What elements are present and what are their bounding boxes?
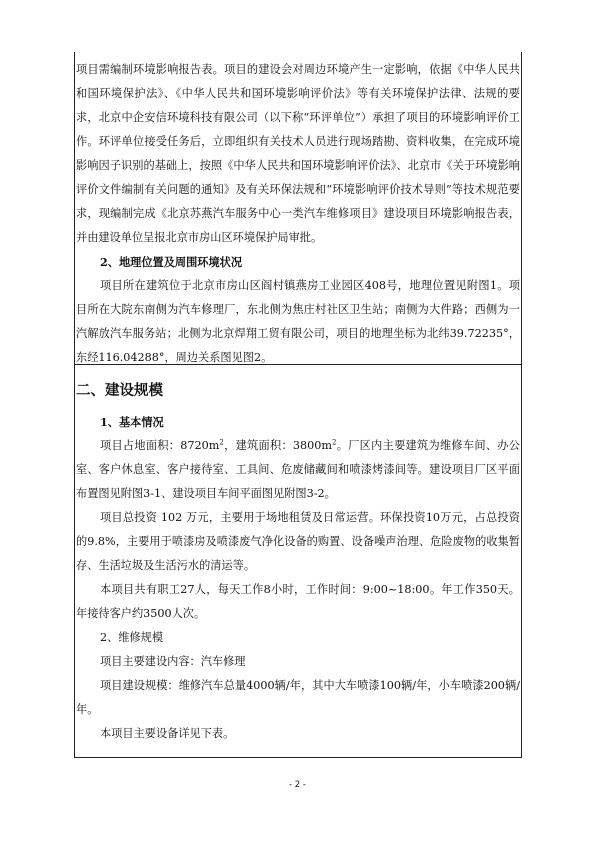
equipment-paragraph: 本项目主要设备详见下表。 — [100, 727, 235, 740]
area-prefix: 项目占地面积：8720m — [100, 439, 220, 452]
basic-heading: 1、基本情况 — [100, 415, 164, 429]
area-mid: ，建筑面积：3800m — [223, 439, 332, 452]
location-paragraph: 项目所在建筑位于北京市房山区阎村镇燕房工业园区408号，地理位置见附图1。项目所在大院东南侧为汽车修理厂，东北侧为焦庄村社区卫生站；南侧为大件路；西侧为一汽解放汽车服务站；北侧为北京焊翔工贸有限公司，项目的地理坐标为北纬39.72235°，东经116.04288°，周边关系图见图2。 — [76, 279, 520, 364]
section-title: 二、建设规模 — [76, 383, 163, 399]
investment-paragraph: 项目总投资 102 万元，主要用于场地租赁及日常运营。环保投资10万元，占总投资的9.8%，主要用于喷漆房及喷漆废气净化设备的购置、设备噪声治理、危险废物的收集暂存、生活垃圾及生活污水的清运等。 — [76, 511, 520, 572]
area-sup-1: 2 — [219, 438, 224, 447]
staff-paragraph: 本项目共有职工27人，每天工作8小时，工作时间：9:00~18:00。年工作350天。年接待客户约3500人次。 — [76, 583, 520, 620]
section-divider — [74, 364, 522, 365]
area-suffix: 。厂区内主要建筑为维修车间、办公室、客户休息室、客户接待室、工具间、危废储藏间和喷漆烤漆间等。建设项目厂区平面布置图见附图3-1、建设项目车间平面图见附图3-2。 — [76, 439, 520, 500]
document-body — [76, 58, 520, 746]
page-number: - 2 - — [289, 780, 306, 790]
location-heading: 2、地理位置及周围环境状况 — [100, 255, 243, 269]
intro-paragraph: 项目需编制环境影响报告表。项目的建设会对周边环境产生一定影响，依据《中华人民共和国环境保护法》、《中华人民共和国环境影响评价法》等有关环境保护法律、法规的要求，北京中企安信环境科技有限公司（以下称“环评单位”）承担了项目的环境影响评价工作。环评单位接受任务后，立即组织有关技术人员进行现场踏勘、资料收集，在完成环境影响因子识别的基础上，按照《中华人民共和国环境影响评价法》、北京市《关于环境影响评价文件编制有关问题的通知》及有关环保法规和“环境影响评价技术导则”等技术规范要求，现编制完成《北京苏燕汽车服务中心一类汽车维修项目》建设项目环境影响报告表，并由建设单位呈报北京市房山区环境保护局审批。 — [76, 63, 520, 244]
area-paragraph — [76, 434, 520, 506]
scale-paragraph: 项目建设规模：维修汽车总量4000辆/年，其中大车喷漆100辆/年，小车喷漆200辆/年。 — [76, 679, 520, 716]
area-sup-2: 2 — [332, 438, 337, 447]
content-paragraph: 项目主要建设内容：汽车修理 — [100, 655, 246, 668]
scale-heading: 2、维修规模 — [100, 631, 164, 644]
